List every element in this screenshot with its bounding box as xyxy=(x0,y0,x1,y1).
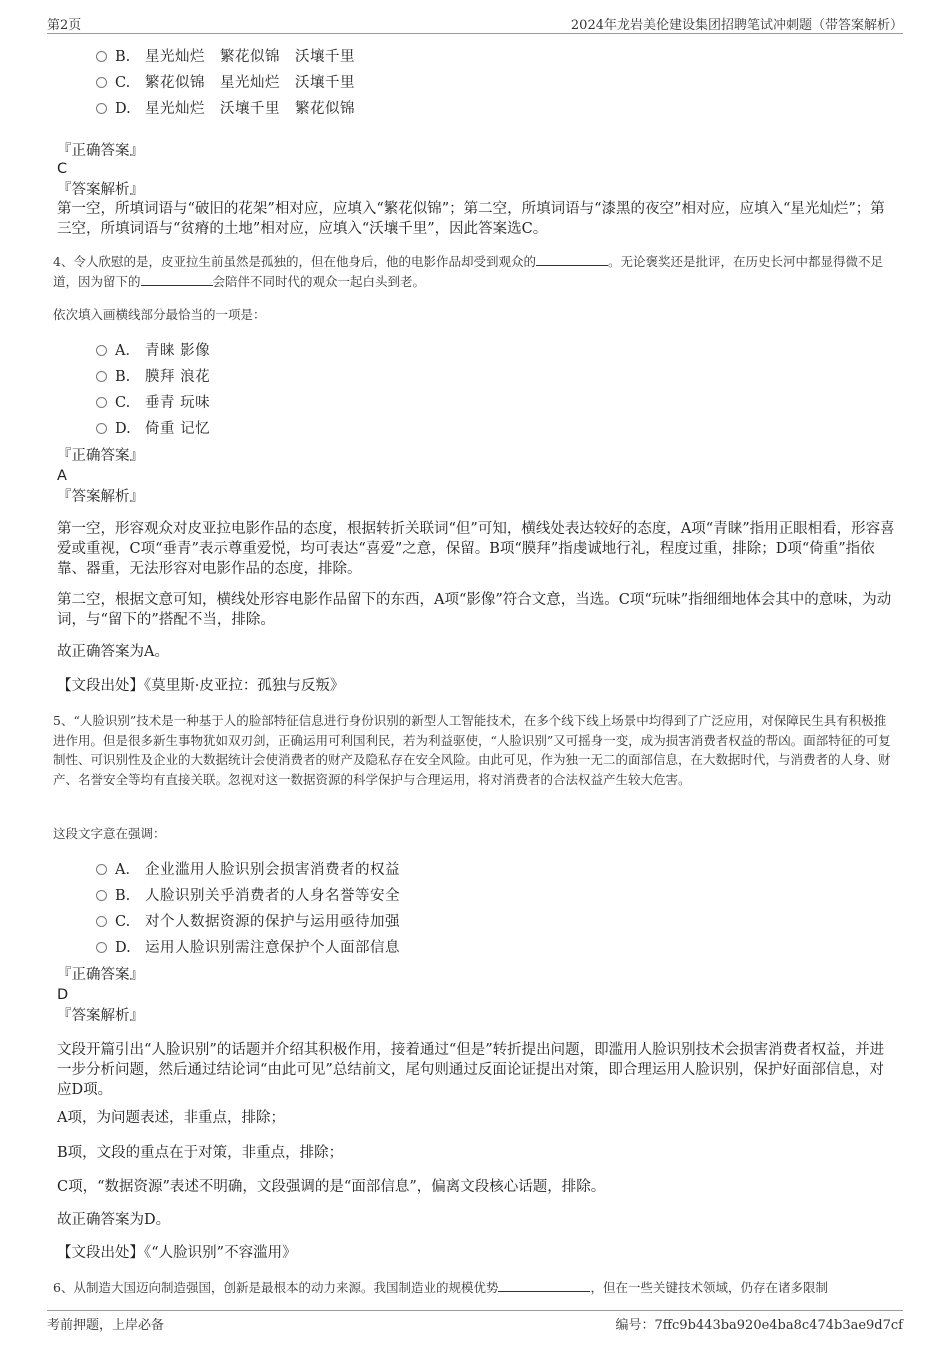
analysis-text: B项，文段的重点在于对策，非重点，排除； xyxy=(57,1145,344,1161)
answer-label: 『正确答案』 xyxy=(57,143,144,159)
question-prompt: 依次填入画横线部分最恰当的一项是： xyxy=(53,307,266,322)
question-stem: 4、令人欣慰的是，皮亚拉生前虽然是孤独的，但在他身后，他的电影作品却受到观众的 。无论褒奖还是批评，在历史长河中都显得微不足道，因为留下的 会陪伴不同时代的观众一起白头到老。 xyxy=(53,254,883,289)
radio-icon[interactable] xyxy=(96,51,107,62)
header-divider xyxy=(47,33,903,34)
analysis-label: 『答案解析』 xyxy=(57,489,144,505)
analysis-text: 第一空，所填词语与“破旧的花架”相对应，应填入“繁花似锦”；第二空，所填词语与“漆黑的夜空”相对应，应填入“星光灿烂”；第三空，所填词语与“贫瘠的土地”相对应，应填入“沃壤千里”，因此答案选C。 xyxy=(57,201,885,237)
radio-icon[interactable] xyxy=(96,916,107,927)
option-a[interactable]: A． 青睐 影像 xyxy=(96,341,210,361)
analysis-label: 『答案解析』 xyxy=(57,1008,144,1024)
answer-value: D xyxy=(57,987,69,1003)
option-d[interactable]: D. 倚重 记忆 xyxy=(96,419,210,439)
fill-blank xyxy=(536,253,608,266)
radio-icon[interactable] xyxy=(96,345,107,356)
analysis-conclusion: 故正确答案为A。 xyxy=(57,644,169,660)
option-b[interactable]: B. 膜拜 浪花 xyxy=(96,367,210,387)
document-title: 2024年龙岩美伦建设集团招聘笔试冲刺题（带答案解析） xyxy=(570,18,903,33)
answer-value: A xyxy=(57,468,67,484)
page-number: 第2页 xyxy=(47,18,82,33)
source-citation: 【文段出处】《“人脸识别”不容滥用》 xyxy=(57,1245,297,1261)
radio-icon[interactable] xyxy=(96,942,107,953)
radio-icon[interactable] xyxy=(96,371,107,382)
radio-icon[interactable] xyxy=(96,423,107,434)
analysis-conclusion: 故正确答案为D。 xyxy=(57,1212,171,1228)
radio-icon[interactable] xyxy=(96,77,107,88)
radio-icon[interactable] xyxy=(96,397,107,408)
radio-icon[interactable] xyxy=(96,103,107,114)
radio-icon[interactable] xyxy=(96,864,107,875)
question-prompt: 这段文字意在强调： xyxy=(53,826,166,841)
option-d[interactable]: D. 星光灿烂 沃壤千里 繁花似锦 xyxy=(96,99,355,119)
analysis-text: A项，为问题表述，非重点，排除； xyxy=(57,1110,285,1126)
option-d[interactable]: D. 运用人脸识别需注意保护个人面部信息 xyxy=(96,938,400,958)
source-citation: 【文段出处】《莫里斯·皮亚拉：孤独与反叛》 xyxy=(57,678,345,694)
question-stem: 6、从制造大国迈向制造强国，创新是最根本的动力来源。我国制造业的规模优势 ，但在一些关键技术领域，仍存在诸多限制 xyxy=(53,1280,828,1295)
answer-label: 『正确答案』 xyxy=(57,967,144,983)
analysis-text: C项，“数据资源”表述不明确，文段强调的是“面部信息”，偏离文段核心话题，排除。 xyxy=(57,1179,606,1195)
fill-blank xyxy=(141,273,213,286)
footer-slogan: 考前押题，上岸必备 xyxy=(47,1318,165,1333)
option-b[interactable]: B. 星光灿烂 繁花似锦 沃壤千里 xyxy=(96,47,355,67)
answer-value: C xyxy=(57,161,68,177)
question-stem: 5、“人脸识别”技术是一种基于人的脸部特征信息进行身份识别的新型人工智能技术，在多个线下线上场景中均得到了广泛应用，对保障民生具有积极推进作用。但是很多新生事物犹如双刃剑，正确运用可利国利民，若为利益驱使，“人脸识别”又可摇身一变，成为损害消费者权益的帮凶。面部特征的可复制性、可识别性及企业的大数据统计会使消费者的财产及隐私存在安全风险。由此可见，作为独一无二的面部信息，在大数据时代，与消费者的人身、财产、名誉安全等均有直接关联。忽视对这一数据资源的科学保护与合理运用，将对消费者的合法权益产生较大危害。 xyxy=(53,713,891,787)
option-b[interactable]: B. 人脸识别关乎消费者的人身名誉等安全 xyxy=(96,886,400,906)
fill-blank xyxy=(498,1279,590,1292)
analysis-label: 『答案解析』 xyxy=(57,182,144,198)
radio-icon[interactable] xyxy=(96,890,107,901)
option-c[interactable]: C. 对个人数据资源的保护与运用亟待加强 xyxy=(96,912,400,932)
page-header xyxy=(47,14,903,34)
footer-divider xyxy=(47,1310,903,1311)
option-c[interactable]: C. 繁花似锦 星光灿烂 沃壤千里 xyxy=(96,73,355,93)
page-footer xyxy=(47,1314,903,1334)
answer-label: 『正确答案』 xyxy=(57,448,144,464)
analysis-text: 第一空，形容观众对皮亚拉电影作品的态度，根据转折关联词“但”可知，横线处表达较好的态度，A项“青睐”指用正眼相看，形容喜爱或重视，C项“垂青”表示尊重爱悦，均可表达“喜爱”之意，保留。B项“膜拜”指虔诚地行礼，程度过重，排除；D项“倚重”指依靠、器重，无法形容对电影作品的态度，排除。 xyxy=(57,521,895,577)
document-code: 编号：7ffc9b443ba920e4ba8c474b3ae9d7cf xyxy=(615,1318,903,1333)
option-a[interactable]: A． 企业滥用人脸识别会损害消费者的权益 xyxy=(96,860,400,880)
analysis-text: 第二空，根据文意可知，横线处形容电影作品留下的东西，A项“影像”符合文意，当选。C项“玩味”指细细地体会其中的意味，为动词，与“留下的”搭配不当，排除。 xyxy=(57,592,892,628)
option-c[interactable]: C. 垂青 玩味 xyxy=(96,393,210,413)
analysis-text: 文段开篇引出“人脸识别”的话题并介绍其积极作用，接着通过“但是”转折提出问题，即滥用人脸识别技术会损害消费者权益，并进一步分析问题，然后通过结论词“由此可见”总结前文，尾句则通过反面论证提出对策，即合理运用人脸识别，保护好面部信息，对应D项。 xyxy=(57,1042,885,1098)
